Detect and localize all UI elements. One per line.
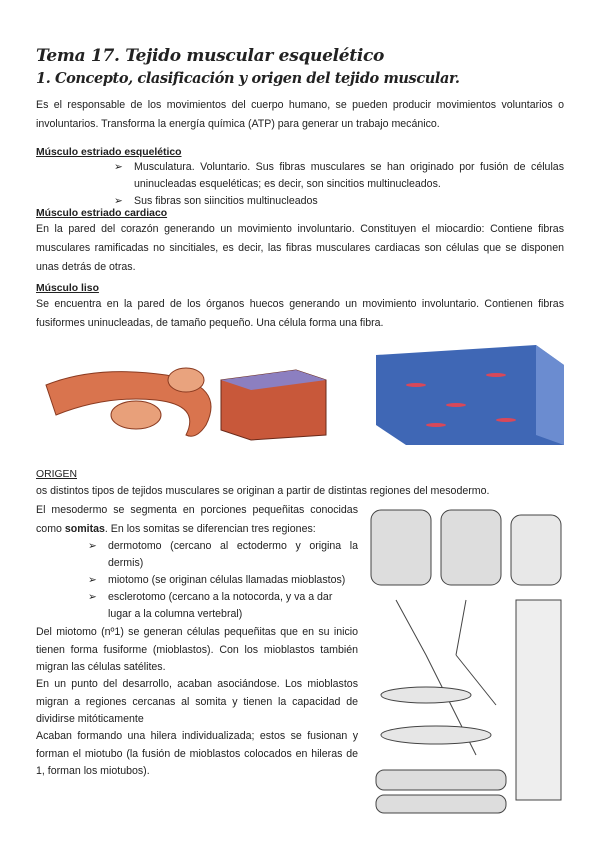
bullet-icon: ➢ — [114, 195, 123, 207]
origen-line: os distintos tipos de tejidos musculares se originan a partir de distintas regiones del mesodermo. — [36, 485, 490, 497]
bullet-text: miotomo (se originan células llamadas mioblastos) — [108, 574, 346, 586]
cardiac-muscle-illustration — [221, 370, 326, 440]
origen-paragraph-3: En un punto del desarrollo, acaban asociándose. Los mioblastos migran a regiones cercanas al somita y tienen la capacidad de dividirse mitóticamente — [36, 678, 358, 725]
liso-paragraph: Se encuentra en la pared de los órganos huecos generando un movimiento involuntario. Contienen fibras fusiformes uninucleadas, de tamaño pequeño. Una célula forma una fibra. — [36, 298, 564, 329]
liso-heading: Músculo liso — [36, 283, 99, 294]
list-item — [88, 589, 358, 623]
esqueletico-list — [114, 159, 564, 210]
page-title: Tema 17. Tejido muscular esquelético — [36, 46, 385, 66]
esqueletico-heading: Músculo estriado esquelético — [36, 147, 182, 158]
myogenesis-diagram — [366, 505, 566, 815]
section-heading: 1. Concepto, clasificación y origen del tejido muscular. — [36, 70, 460, 87]
origen-paragraph-4: Acaban formando una hilera individualizada; estos se fusionan y forman el miotubo (la fusión de mioblastos colocados en hileras de 1, forman los miotubos). — [36, 730, 358, 777]
text: . En los somitas se diferencian tres regiones: — [104, 523, 316, 535]
bullet-text: Sus fibras son siincitios multinucleados — [134, 195, 318, 207]
list-item — [88, 538, 358, 572]
smooth-muscle-illustration — [376, 345, 564, 445]
bullet-icon: ➢ — [88, 540, 97, 552]
cardiaco-heading: Músculo estriado cardiaco — [36, 208, 168, 219]
somitas-term: somitas — [64, 523, 105, 535]
list-item — [88, 572, 358, 589]
bullet-icon: ➢ — [88, 591, 97, 603]
list-item — [114, 159, 564, 193]
bullet-icon: ➢ — [88, 574, 97, 586]
origen-paragraph-2: Del miotomo (nº1) se generan células pequeñitas que en su inicio tienen forma fusiforme (mioblastos). Con los mioblastos también migran las células satélites. — [36, 626, 358, 673]
intro-paragraph: Es el responsable de los movimientos del cuerpo humano, se pueden producir movimientos voluntarios o involuntarios. Transforma la energía química (ATP) para generar un trabajo mecánico. — [36, 99, 564, 130]
origen-list — [88, 538, 358, 623]
origen-heading: ORIGEN — [36, 469, 77, 480]
list-item — [114, 193, 564, 210]
cardiaco-paragraph: En la pared del corazón generando un movimiento involuntario. Constituyen el miocardio: Contiene fibras musculares ramificadas no sincitiales, es decir, las fibras musculares cardiacas son células que se disponen unas detrás de otras. — [36, 223, 564, 273]
bullet-text: Musculatura. Voluntario. Sus fibras musculares se han originado por fusión de células uninucleadas esqueléticas; es decir, son sincitios multinucleados. — [134, 161, 564, 190]
muscle-tissue-figures — [36, 345, 564, 445]
origen-paragraph-1 — [36, 501, 358, 539]
skeletal-muscle-illustration — [46, 368, 211, 436]
bullet-text: esclerotomo (cercano a la notocorda, y va a dar lugar a la columna vertebral) — [108, 591, 333, 620]
bullet-text: dermotomo (cercano al ectodermo y origina la dermis) — [108, 540, 358, 569]
text: El mesodermo se segmenta en porciones pequeñitas conocidas como — [36, 504, 358, 535]
bullet-icon: ➢ — [114, 161, 123, 173]
